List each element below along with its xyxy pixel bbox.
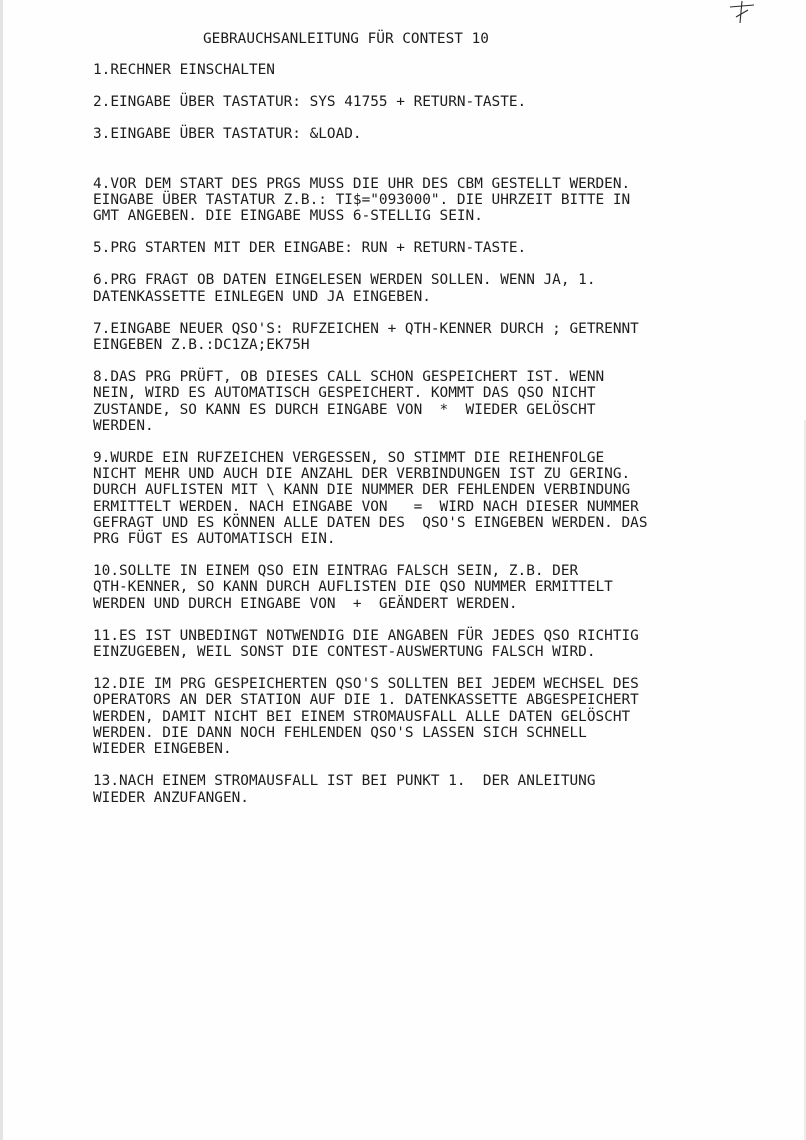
instruction-list <box>93 62 733 806</box>
pen-mark-icon <box>727 0 757 24</box>
instruction-12: 12.DIE IM PRG GESPEICHERTEN QSO'S SOLLTEN BEI JEDEM WECHSEL DES OPERATORS AN DER STATION AUF DIE 1. DATENKASSETTE ABGESPEICHERT WERDEN, DAMIT NICHT BEI EINEM STROMAUSFALL ALLE DATEN GELÖSCHT WERDEN. DIE DANN NOCH FEHLENDEN QSO'S LASSEN SICH SCHNELL WIEDER EINGEBEN. <box>93 676 639 758</box>
instruction-4: 4.VOR DEM START DES PRGS MUSS DIE UHR DES CBM GESTELLT WERDEN. EINGABE ÜBER TASTATUR Z.B.: TI$="093000". DIE UHRZEIT BITTE IN GMT ANGEBEN. DIE EINGABE MUSS 6-STELLIG SEIN. <box>93 175 631 225</box>
instruction-9: 9.WURDE EIN RUFZEICHEN VERGESSEN, SO STIMMT DIE REIHENFOLGE NICHT MEHR UND AUCH DIE ANZAHL DER VERBINDUNGEN IST ZU GERING. DURCH AUFLISTEN MIT \ KANN DIE NUMMER DER FEHLENDEN VERBINDUNG ERMITTELT WERDEN. NACH EINGABE VON = WIRD NACH DIESER NUMMER GEFRAGT UND ES KÖNNEN ALLE DATEN DES QSO'S EINGEBEN WERDEN. DAS PRG FÜGT ES AUTOMATISCH EIN. <box>93 450 648 548</box>
document-title: GEBRAUCHSANLEITUNG FÜR CONTEST 10 <box>203 31 489 47</box>
instruction-11: 11.ES IST UNBEDINGT NOTWENDIG DIE ANGABEN FÜR JEDES QSO RICHTIG EINZUGEBEN, WEIL SONST DIE CONTEST-AUSWERTUNG FALSCH WIRD. <box>93 627 639 661</box>
instruction-8: 8.DAS PRG PRÜFT, OB DIESES CALL SCHON GESPEICHERT IST. WENN NEIN, WIRD ES AUTOMATISCH GESPEICHERT. KOMMT DAS QSO NICHT ZUSTANDE, SO KANN ES DURCH EINGABE VON * WIEDER GELÖSCHT WERDEN. <box>93 369 605 434</box>
instruction-13: 13.NACH EINEM STROMAUSFALL IST BEI PUNKT 1. DER ANLEITUNG WIEDER ANZUFANGEN. <box>93 773 596 806</box>
instruction-7: 7.EINGABE NEUER QSO'S: RUFZEICHEN + QTH-KENNER DURCH ; GETRENNT EINGEBEN Z.B.:DC1ZA;EK75H <box>93 320 639 354</box>
instruction-10: 10.SOLLTE IN EINEM QSO EIN EINTRAG FALSCH SEIN, Z.B. DER QTH-KENNER, SO KANN DURCH AUFLISTEN DIE QSO NUMMER ERMITTELT WERDEN UND DURCH EINGABE VON + GEÄNDERT WERDEN. <box>93 563 613 612</box>
instruction-3: 3.EINGABE ÜBER TASTATUR: &LOAD. <box>93 126 362 143</box>
instruction-5: 5.PRG STARTEN MIT DER EINGABE: RUN + RETURN-TASTE. <box>93 240 527 257</box>
instruction-1: 1.RECHNER EINSCHALTEN <box>93 62 275 78</box>
instruction-2: 2.EINGABE ÜBER TASTATUR: SYS 41755 + RETURN-TASTE. <box>93 94 527 111</box>
instruction-6: 6.PRG FRAGT OB DATEN EINGELESEN WERDEN SOLLEN. WENN JA, 1. DATENKASSETTE EINLEGEN UND JA EINGEBEN. <box>93 272 596 305</box>
scan-edge-left <box>0 0 3 1140</box>
